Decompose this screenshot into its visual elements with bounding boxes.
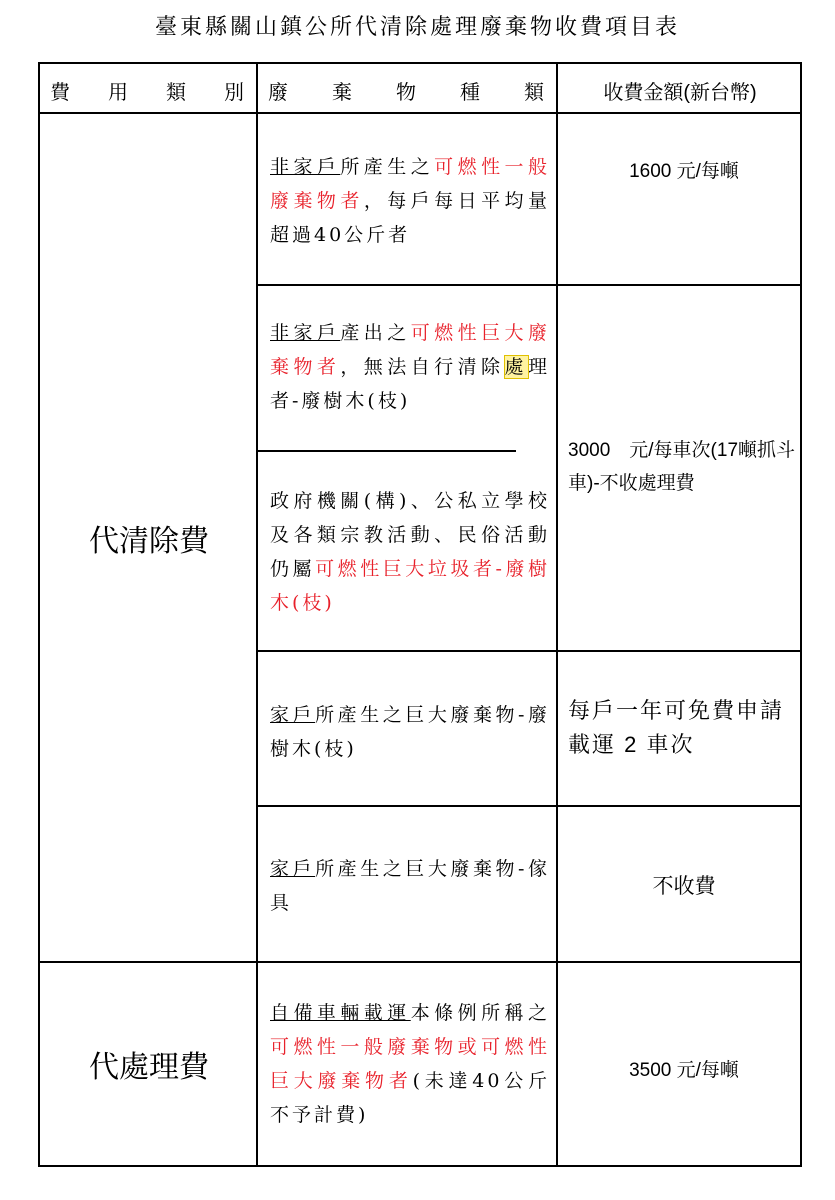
header-category bbox=[40, 64, 256, 116]
desc-text: 理者-廢樹木(枝) bbox=[270, 356, 550, 412]
fee-rows2-3: 3000 元/每車次(17噸抓斗車)-不收處理費 bbox=[568, 440, 796, 494]
desc-red: 可燃性巨大垃圾者-廢樹木(枝) bbox=[270, 558, 550, 614]
desc-underlined: 非家戶 bbox=[270, 156, 341, 178]
fee-row5: 不收費 bbox=[652, 875, 716, 898]
header-char: 種 bbox=[460, 79, 480, 104]
row-divider bbox=[256, 284, 800, 286]
waste-desc-row5 bbox=[270, 852, 550, 920]
header-char: 類 bbox=[166, 79, 186, 104]
waste-desc-row2 bbox=[270, 316, 550, 418]
waste-desc-row1 bbox=[270, 150, 550, 252]
desc-red: 可燃性巨大廢棄物者 bbox=[270, 322, 550, 378]
header-char: 類 bbox=[524, 79, 544, 104]
waste-desc-row4 bbox=[270, 698, 550, 766]
header-char: 費 bbox=[50, 79, 70, 104]
page-title: 臺東縣關山鎮公所代清除處理廢棄物收費項目表 bbox=[154, 15, 680, 40]
desc-text: 所產生之巨大廢棄物-傢具 bbox=[270, 858, 550, 914]
desc-text: 政府機關(構)、公私立學校及各類宗教活動、民俗活動仍屬 bbox=[270, 490, 550, 580]
desc-text: ，每戶每日平均量超過40公斤者 bbox=[270, 190, 550, 246]
waste-desc-row6 bbox=[270, 996, 550, 1132]
header-waste-type bbox=[258, 64, 556, 116]
desc-text: 所產生之 bbox=[340, 156, 435, 178]
desc-underlined: 非家戶 bbox=[270, 322, 341, 344]
desc-text: 產出之 bbox=[340, 322, 411, 344]
desc-text: ，無法自行清除 bbox=[340, 356, 505, 378]
row-divider bbox=[256, 650, 800, 652]
desc-underlined: 家戶 bbox=[270, 858, 316, 880]
row-divider bbox=[256, 805, 800, 807]
fee-row6: 3500 元/每噸 bbox=[629, 1060, 739, 1081]
header-char: 物 bbox=[396, 79, 416, 104]
category-clearing: 代清除費 bbox=[89, 524, 209, 558]
desc-text: 本條例所稱之 bbox=[410, 1002, 550, 1024]
fee-row4: 每戶一年可免費申請載運 2 車次 bbox=[568, 698, 785, 757]
desc-highlight: 處 bbox=[504, 356, 528, 378]
desc-underlined: 家戶 bbox=[270, 704, 316, 726]
header-fee: 收費金額(新台幣) bbox=[603, 81, 757, 104]
waste-desc-row3 bbox=[270, 484, 550, 620]
desc-red: 可燃性一般廢棄物者 bbox=[270, 156, 550, 212]
header-char: 棄 bbox=[332, 79, 352, 104]
fee-row1: 1600 元/每噸 bbox=[629, 161, 739, 182]
desc-red: 可燃性一般廢棄物或可燃性巨大廢棄物者 bbox=[270, 1036, 550, 1092]
header-char: 用 bbox=[108, 79, 128, 104]
desc-text: (未達40公斤不予計費) bbox=[270, 1070, 550, 1126]
header-char: 廢 bbox=[268, 79, 288, 104]
fee-table bbox=[38, 62, 802, 1167]
desc-underlined: 自備車輛載運 bbox=[270, 1002, 411, 1024]
header-char: 別 bbox=[224, 79, 244, 104]
row-divider bbox=[256, 450, 516, 452]
desc-text: 所產生之巨大廢棄物-廢樹木(枝) bbox=[270, 704, 550, 760]
column-divider bbox=[556, 64, 558, 1165]
category-processing: 代處理費 bbox=[89, 1051, 209, 1084]
